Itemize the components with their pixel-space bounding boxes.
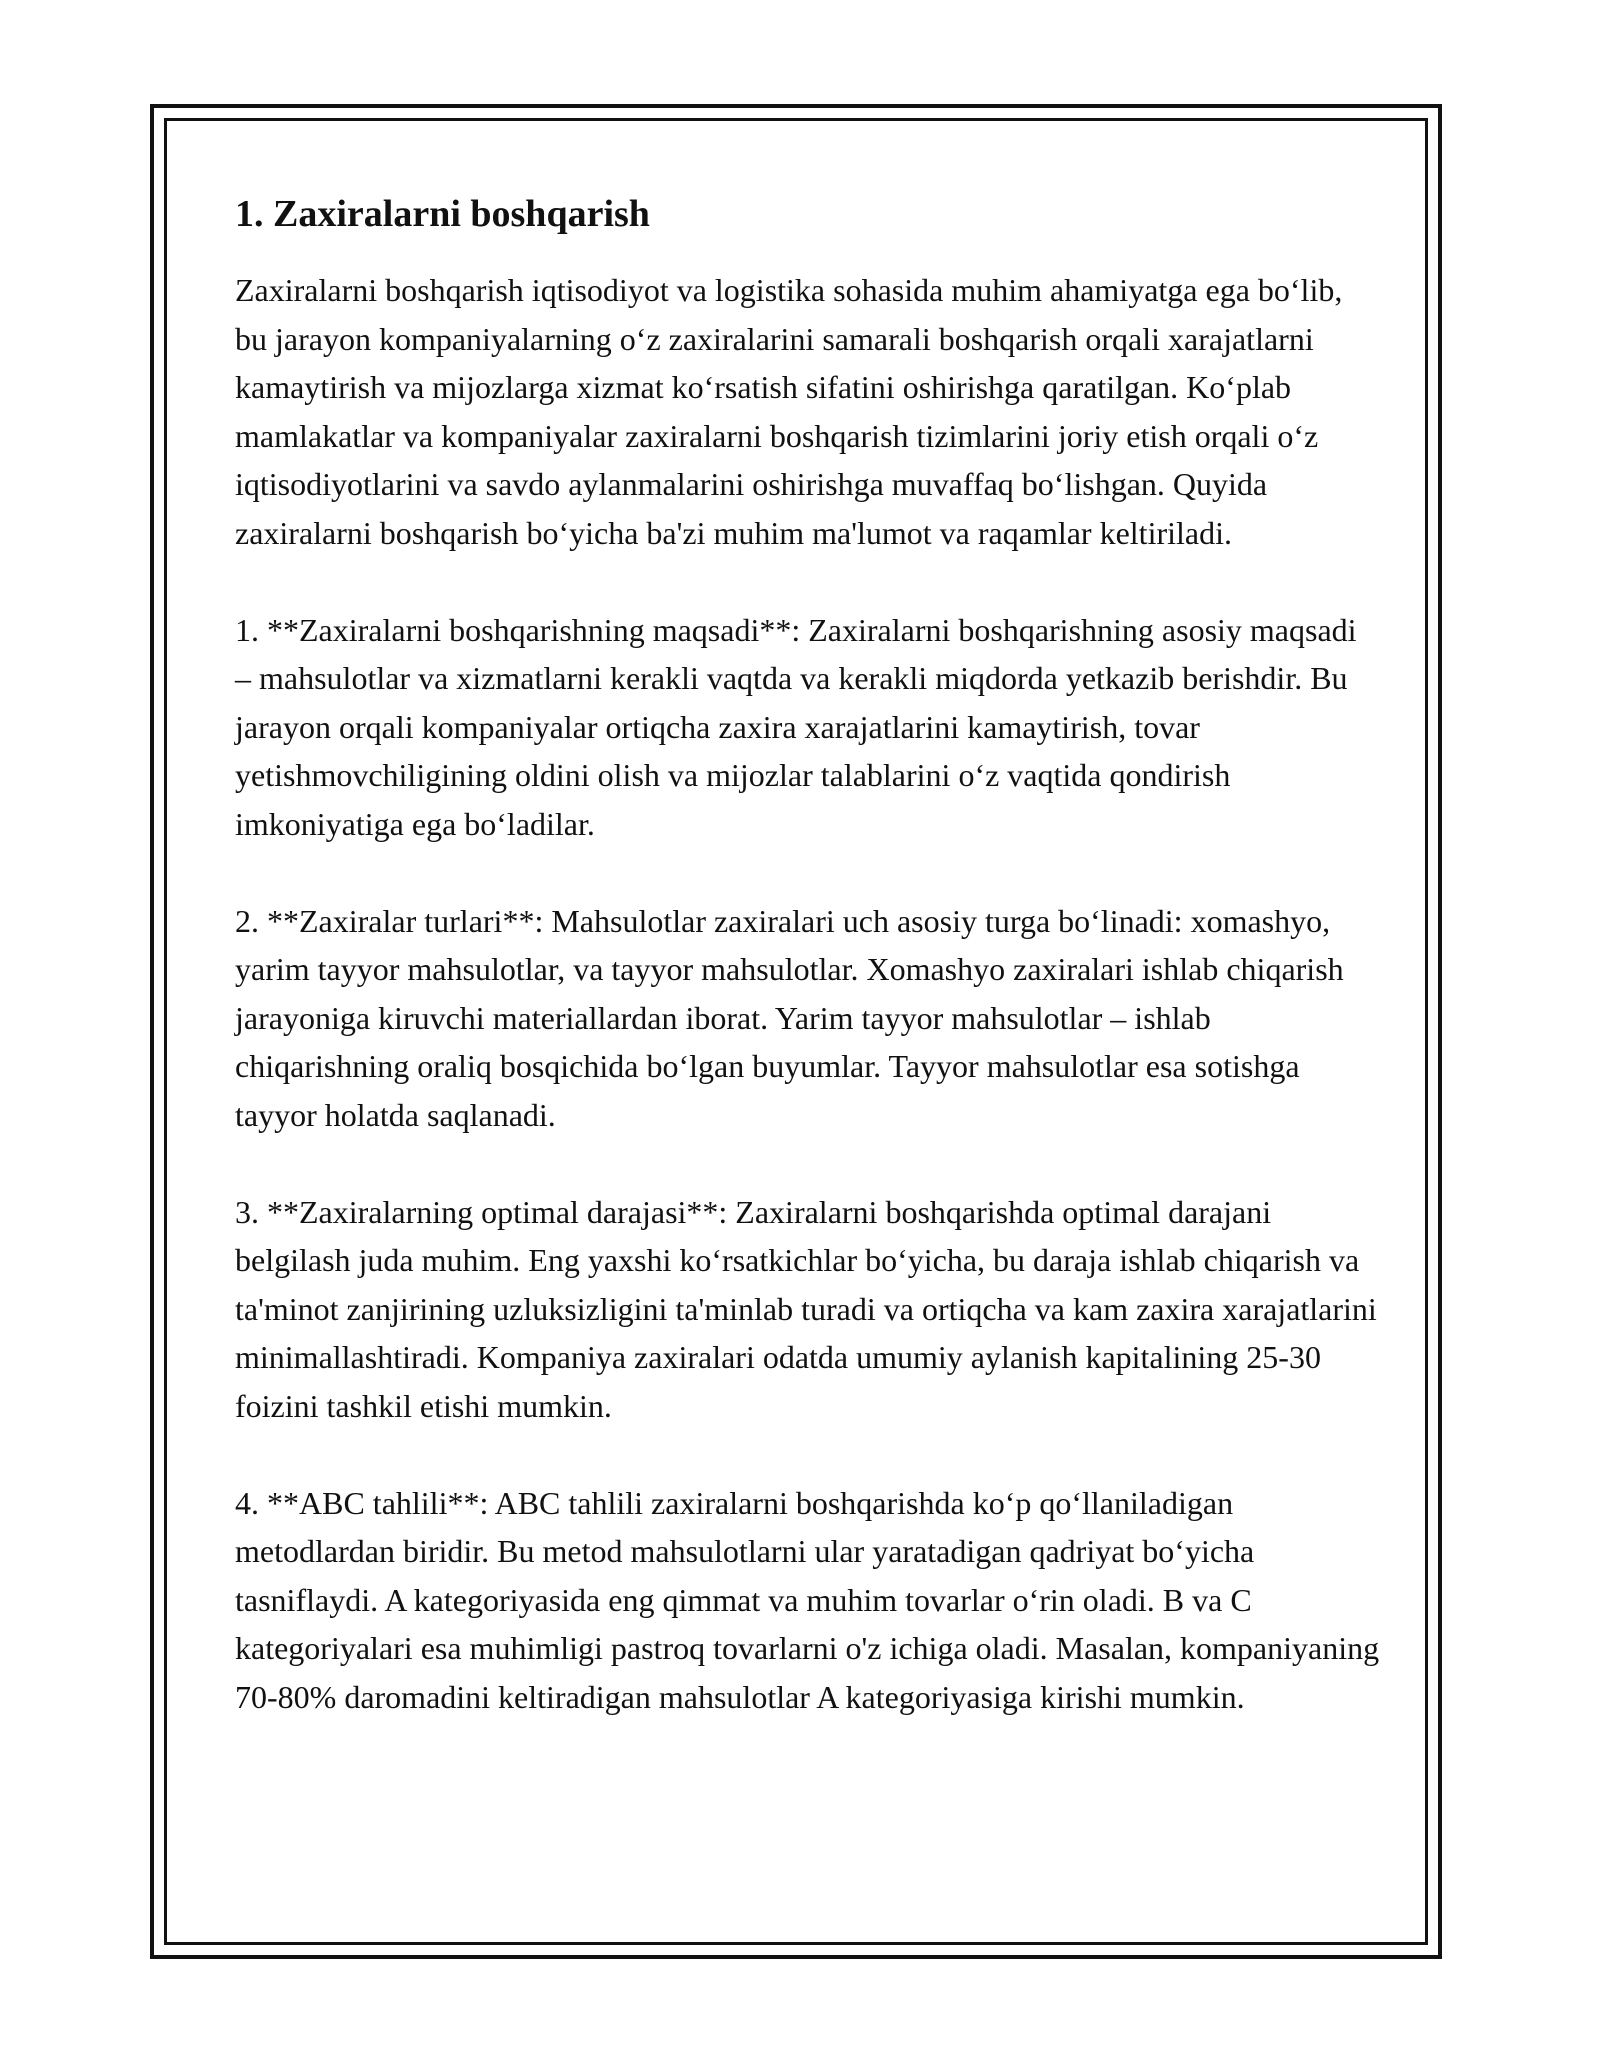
intro-paragraph: Zaxiralarni boshqarish iqtisodiyot va logistika sohasida muhim ahamiyatga ega bo‘lib, bu jarayon kompaniyalarning o‘z zaxiralarini samarali boshqarish orqali xarajatlarni kamaytirish va mijozlarga xizmat ko‘rsatish sifatini oshirishga qaratilgan. Ko‘plab mamlakatlar va kompaniyalar zaxiralarni boshqarish tizimlarini joriy etish orqali o‘z iqtisodiyotlarini va savdo aylanmalarini oshirishga muvaffaq bo‘lishgan. Quyida zaxiralarni boshqarish bo‘yicha ba'zi muhim ma'lumot va raqamlar keltiriladi. <box>235 272 1343 551</box>
paragraph-types: 2. **Zaxiralar turlari**: Mahsulotlar zaxiralari uch asosiy turga bo‘linadi: xomashyo, yarim tayyor mahsulotlar, va tayyor mahsulotlar. Xomashyo zaxiralari ishlab chiqarish jarayoniga kiruvchi materiallardan iborat. Yarim tayyor mahsulotlar – ishlab chiqarishning oraliq bosqichida bo‘lgan buyumlar. Tayyor mahsulotlar esa sotishga tayyor holatda saqlanadi. <box>235 902 1344 1133</box>
paragraph-abc-analysis: 4. **ABC tahlili**: ABC tahlili zaxiralarni boshqarishda ko‘p qo‘llaniladigan metodlardan biridir. Bu metod mahsulotlarni ular yaratadigan qadriyat bo‘yicha tasniflaydi. A kategoriyasida eng qimmat va muhim tovarlar o‘rin oladi. B va C kategoriyalari esa muhimligi pastroq tovarlarni o'z ichiga oladi. Masalan, kompaniyaning 70-80% daromadini keltiradigan mahsulotlar A kategoriyasiga kirishi mumkin. <box>235 1484 1380 1715</box>
document-body <box>235 190 1380 1770</box>
paragraph-goal: 1. **Zaxiralarni boshqarishning maqsadi**: Zaxiralarni boshqarishning asosiy maqsadi – mahsulotlar va xizmatlarni kerakli vaqtda va kerakli miqdorda yetkazib berishdir. Bu jarayon orqali kompaniyalar ortiqcha zaxira xarajatlarini kamaytirish, tovar yetishmovchiligining oldini olish va mijozlar talablarini o‘z vaqtida qondirish imkoniyatiga ega bo‘ladilar. <box>235 611 1357 842</box>
section-heading: 1. Zaxiralarni boshqarish <box>235 193 650 235</box>
paragraph-optimal-level: 3. **Zaxiralarning optimal darajasi**: Zaxiralarni boshqarishda optimal darajani belgilash juda muhim. Eng yaxshi ko‘rsatkichlar bo‘yicha, bu daraja ishlab chiqarish va ta'minot zanjirining uzluksizligini ta'minlab turadi va ortiqcha va kam zaxira xarajatlarini minimallashtiradi. Kompaniya zaxiralari odatda umumiy aylanish kapitalining 25-30 foizini tashkil etishi mumkin. <box>235 1193 1377 1424</box>
